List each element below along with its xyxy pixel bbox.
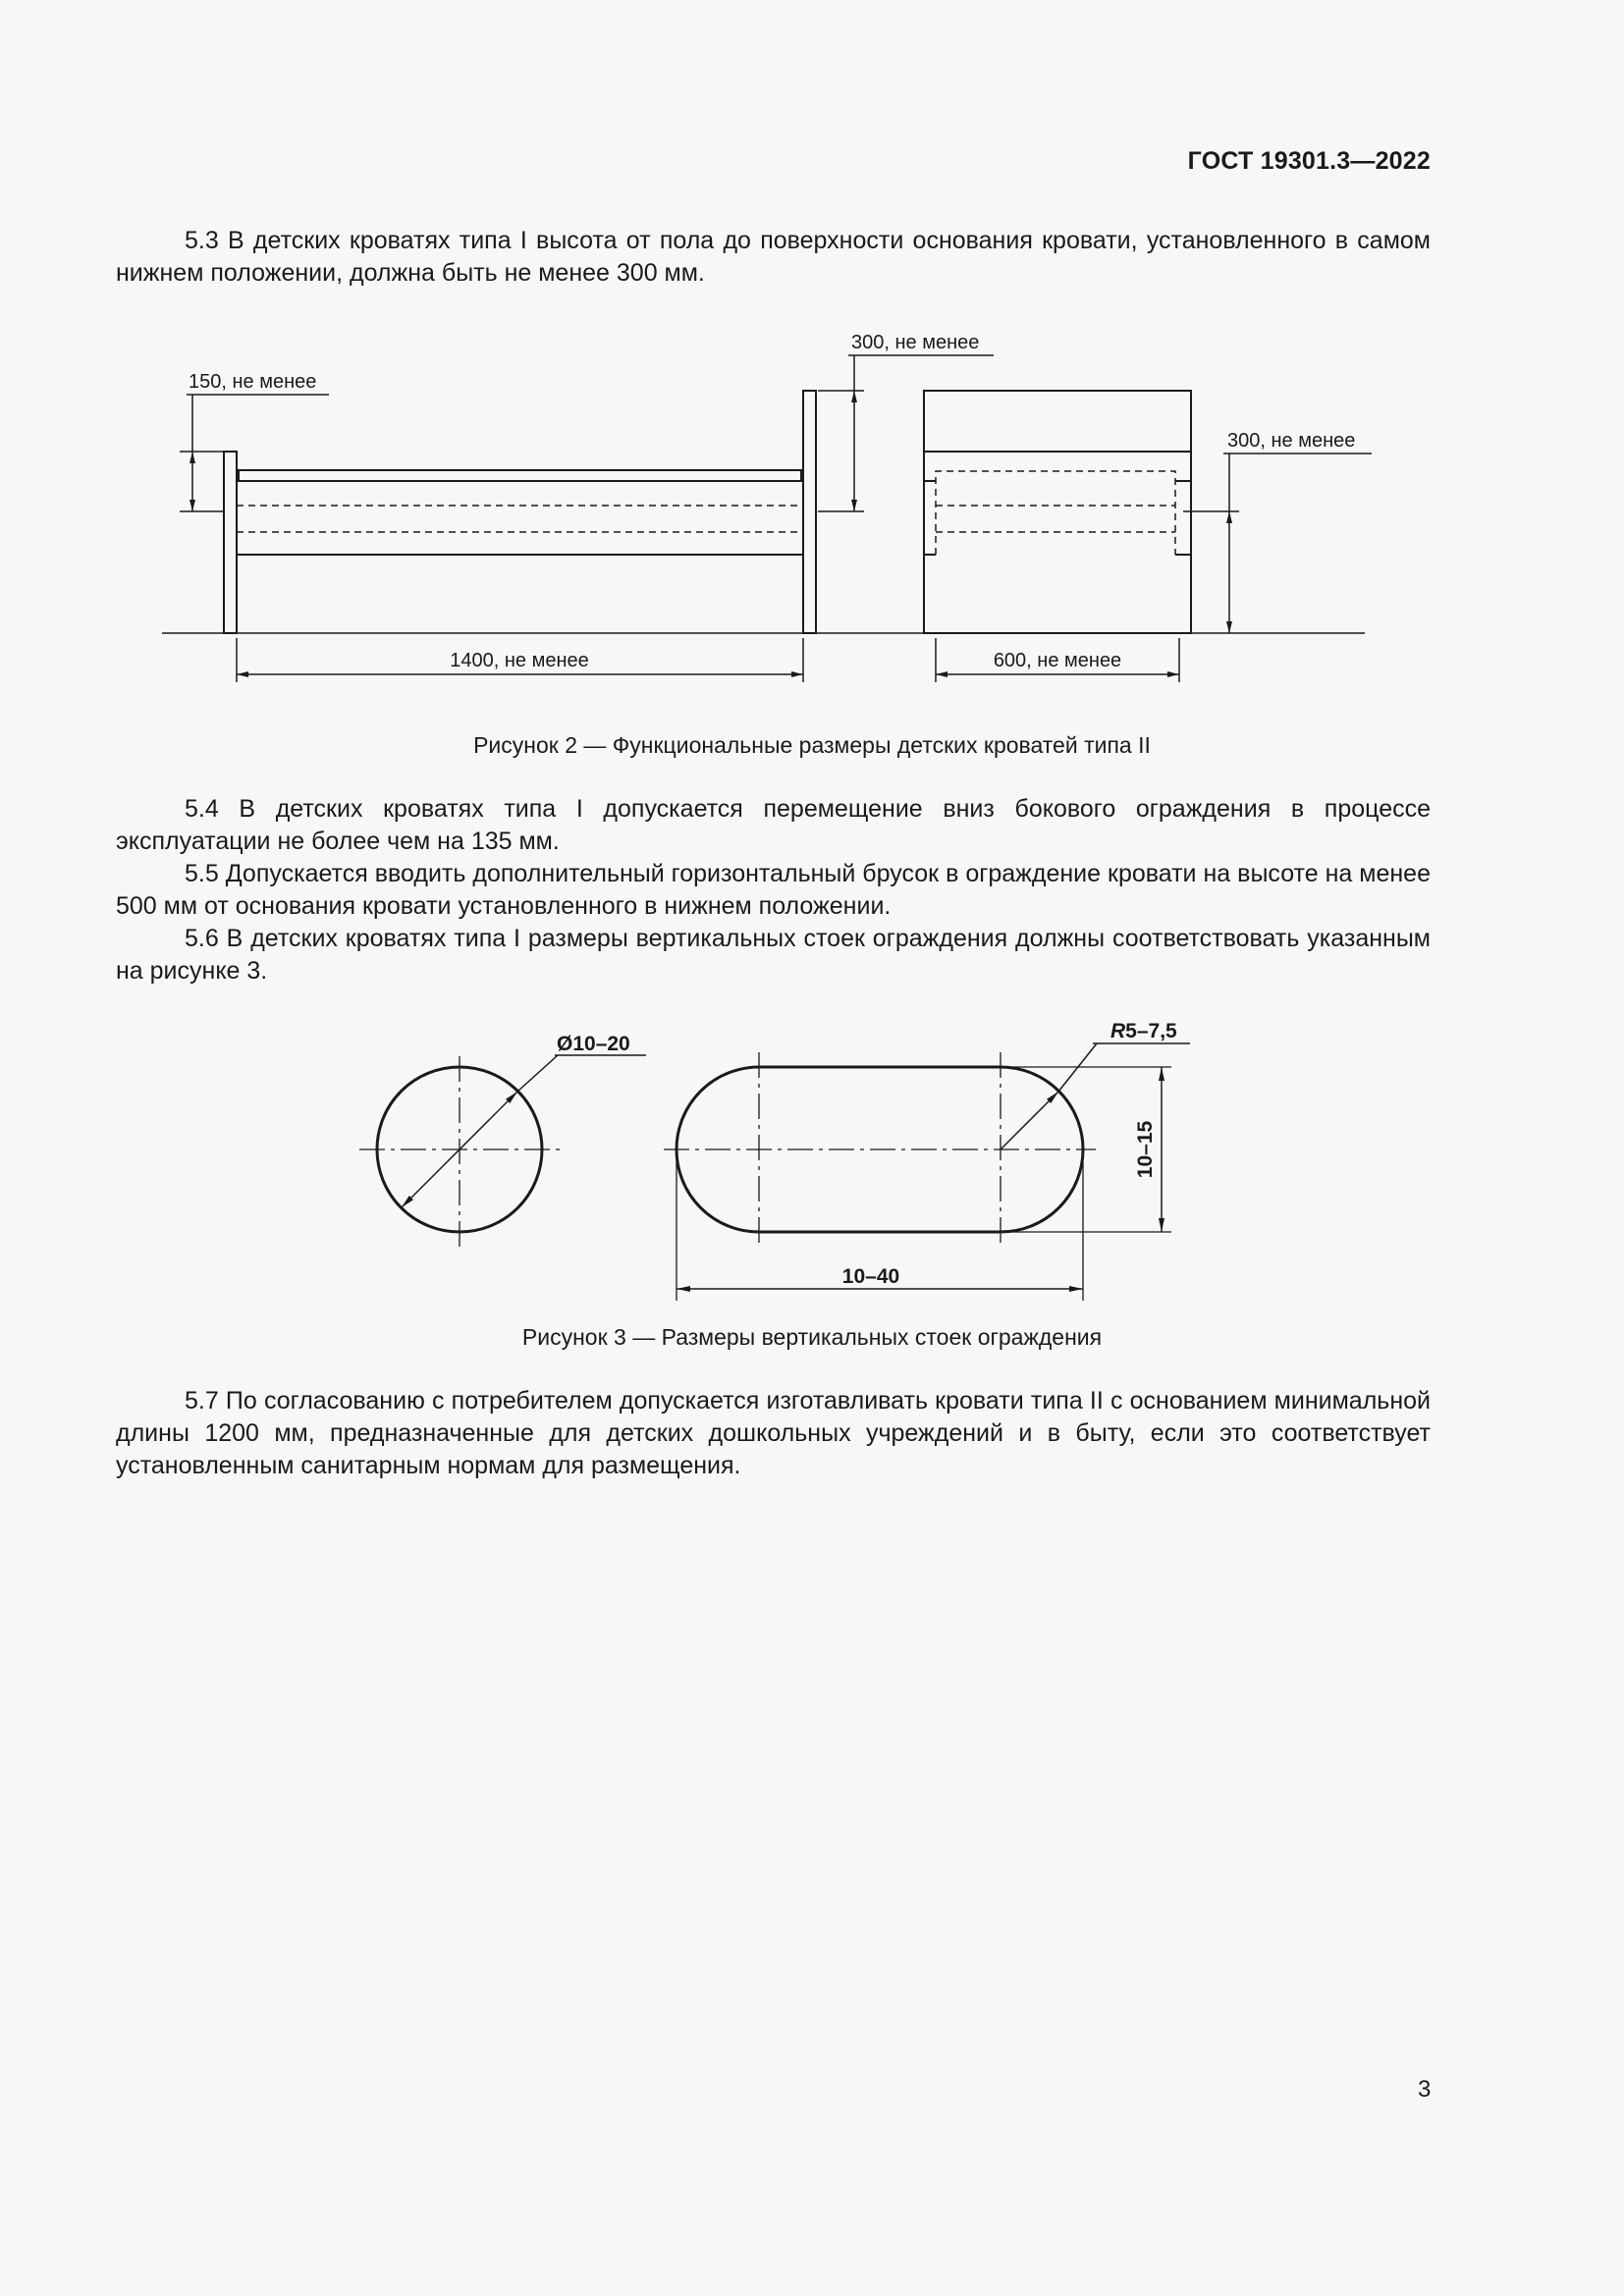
paragraph-5-7: 5.7 По согласованию с потребителем допускается изготавливать кровати типа II с основанием минимальной длины 1200 мм, предназначенные для детских дошкольных учреждений и в быту, если это соответствует установленным санитарным нормам для размещения. <box>116 1387 1431 1479</box>
dim-footboard-label: 300, не менее <box>851 332 980 353</box>
dim-radius-symbol: R <box>1110 1020 1126 1042</box>
document-code: ГОСТ 19301.3—2022 <box>1187 147 1431 175</box>
paragraph-5-4: 5.4 В детских кроватях типа I допускается перемещение вниз бокового ограждения в процессе эксплуатации не более чем на 135 мм. <box>116 795 1431 855</box>
figure-3-drawing <box>0 1001 1624 1355</box>
figure-2-caption: Рисунок 2 — Функциональные размеры детских кроватей типа II <box>473 732 1151 758</box>
paragraph-5-3: 5.3 В детских кроватях типа I высота от пола до поверхности основания кровати, установленного в самом нижнем положении, должна быть не менее 300 мм. <box>116 227 1431 287</box>
dim-radius-value: 5–7,5 <box>1125 1020 1177 1042</box>
dim-width-label: 600, не менее <box>993 650 1122 671</box>
dim-length-label: 10–40 <box>841 1265 900 1288</box>
figure-3-caption: Рисунок 3 — Размеры вертикальных стоек ограждения <box>521 1324 1103 1350</box>
dim-diameter-label: Ø10–20 <box>557 1033 630 1055</box>
dim-radius-label <box>1110 1020 1177 1042</box>
footboard-post <box>803 391 816 633</box>
dim-length-label: 1400, не менее <box>450 650 589 671</box>
dim-side-height-label: 300, не менее <box>1227 430 1356 452</box>
dim-headboard-label: 150, не менее <box>189 371 317 393</box>
dim-height-label: 10–15 <box>1134 1120 1157 1179</box>
page-number: 3 <box>1418 2076 1432 2103</box>
figure-2-drawing <box>0 0 1624 707</box>
paragraph-5-6: 5.6 В детских кроватях типа I размеры вертикальных стоек ограждения должны соответствовать указанным на рисунке 3. <box>116 925 1431 985</box>
headboard-post <box>224 452 237 633</box>
mattress <box>239 470 801 481</box>
paragraph-5-5: 5.5 Допускается вводить дополнительный горизонтальный брусок в ограждение кровати на высоте на менее 500 мм от основания кровати установленного в нижнем положении. <box>116 860 1431 920</box>
